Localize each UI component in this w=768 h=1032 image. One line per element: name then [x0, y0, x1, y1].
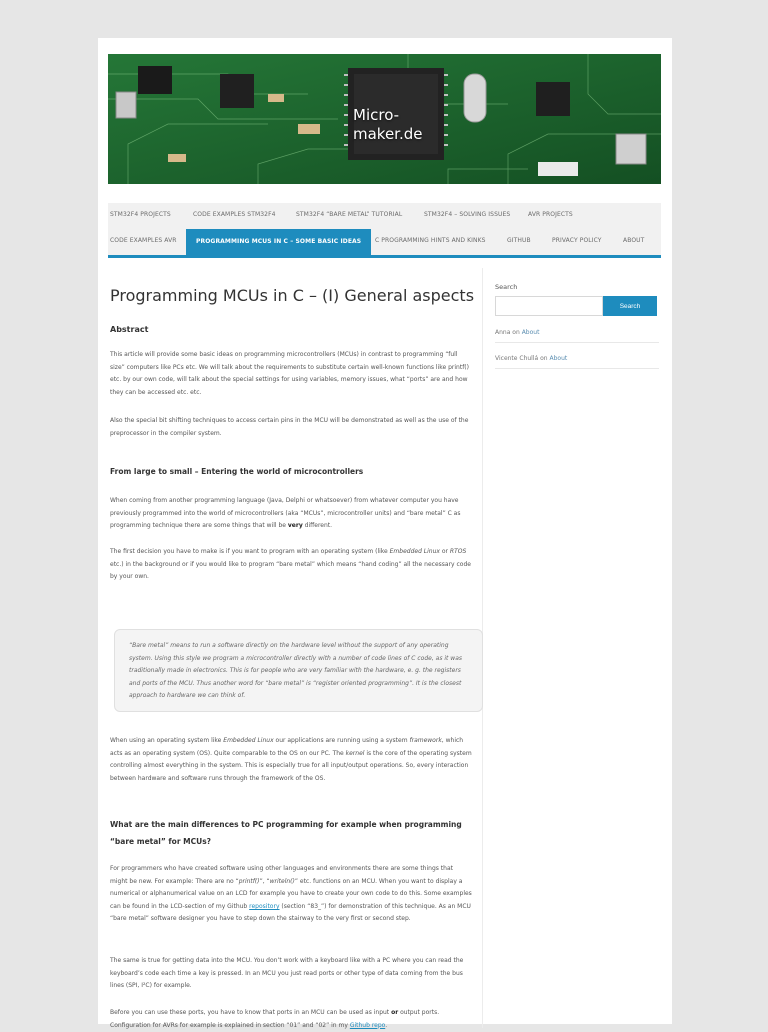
recent-comment-item — [495, 329, 659, 343]
search-input[interactable] — [495, 296, 603, 316]
text: ” etc. functions on an MCU. When you want to display a numerical or alphanumerical value on an LCD for example you have to create your own code to do this. Some examples can be found in the LCD-section of my Github — [110, 877, 472, 910]
italic-text: Embedded Linux — [223, 737, 274, 744]
nav-item-privacy-policy[interactable]: PRIVACY POLICY — [552, 237, 602, 244]
nav-item-programming-mcus-active[interactable]: PROGRAMMING MCUS IN C – SOME BASIC IDEAS — [186, 229, 371, 255]
text: our applications are running using a system — [273, 737, 410, 744]
nav-row-1 — [108, 203, 661, 227]
comment-author[interactable]: Anna — [495, 329, 511, 336]
repository-link[interactable]: repository — [249, 902, 280, 910]
italic-text: RTOS — [449, 548, 467, 555]
emphasis: or — [391, 1009, 399, 1016]
nav-item-avr-projects[interactable]: AVR PROJECTS — [528, 211, 573, 218]
paragraph-differences — [110, 863, 472, 926]
text: (section “83_”) for demonstration of this technique. As an MCU “bare metal” software designer you have to step down the stairway to the very first or second step. — [110, 902, 471, 923]
recent-comment-item — [495, 355, 659, 369]
search-button[interactable]: Search — [603, 296, 657, 316]
comment-on-text: on — [510, 329, 522, 336]
text: Before you can use these ports, you have to know that ports in an MCU can be used as input — [110, 1009, 392, 1016]
italic-text: kernel — [345, 749, 365, 757]
text: ”, “ — [259, 877, 270, 885]
text: When using an operating system like — [110, 737, 224, 744]
nav-item-about[interactable]: ABOUT — [623, 237, 645, 244]
nav-item-bare-metal-tutorial[interactable]: STM32F4 “BARE METAL” TUTORIAL — [296, 211, 403, 218]
paragraph-coming-from — [110, 495, 472, 533]
search-label: Search — [495, 283, 518, 291]
paragraph-intro: This article will provide some basic ideas on programming microcontrollers (MCUs) in contrast to programming “full size” computers like PCs etc. We will talk about the requirements to substitute certain well-known functions like printf() etc. by our own code, will talk about the special settings for using variables, memory issues, what “ports” are and how they can be accessed etc. etc. — [110, 351, 469, 396]
header-banner[interactable] — [108, 54, 661, 184]
text: output ports. Configuration for AVRs for example is explained in section “01” and “02” in my — [110, 1009, 440, 1029]
nav-item-code-examples-avr[interactable]: CODE EXAMPLES AVR — [110, 237, 177, 244]
text: or — [439, 548, 450, 555]
text: etc.) in the background or if you would like to program “bare metal” which means “hand coding” all the necessary code by your own. — [110, 560, 471, 581]
comment-on-text: on — [538, 355, 550, 362]
heading-main-differences: What are the main differences to PC programming for example when programming “bare metal” for MCUs? — [110, 820, 462, 846]
nav-row-2 — [108, 229, 661, 253]
abstract-heading: Abstract — [110, 325, 149, 334]
italic-text: framework — [409, 737, 442, 744]
text: is the core of the operating system controlling almost everything in the system. This is especially true for all input/output operations. So, every interaction between hardware and software runs through the framework of the OS. — [110, 749, 472, 782]
comment-post-link[interactable]: About — [521, 329, 540, 336]
site-logo-text — [353, 106, 423, 144]
paragraph-bit-shifting: Also the special bit shifting techniques to access certain pins in the MCU will be demonstrated as well as the use of the preprocessor in the compiler system. — [110, 417, 469, 437]
text: When coming from another programming language (Java, Delphi or whatsoever) from whatever computer you have previously programmed into the world of microcontrollers (aka “MCUs”, microcontroller units) and “bare metal” C as programming technique there are some things that will be — [110, 497, 461, 530]
nav-item-github[interactable]: GITHUB — [507, 237, 531, 244]
blockquote-bare-metal: “Bare metal” means to run a software directly on the hardware level without the support of any operating system. Using this style we program a microcontroller directly with a number of code lines of C code, as it was traditionally made in electronics. This is for people who are very familiar with the hardware, e. g. the registers and ports of the MCU. Thus another word for “bare metal” is “register oriented programming”. It is the closest approach to hardware we can think of. — [114, 629, 483, 712]
comment-post-link[interactable]: About — [549, 355, 568, 362]
italic-text: writeln() — [269, 877, 295, 885]
paragraph-data-input: The same is true for getting data into the MCU. You don’t work with a keyboard like with a PC where you can read the keyboard’s code each time a key is pressed. In an MCU you just read ports or other type of data coming from the bus lines (SPI, I²C) for example. — [110, 957, 464, 990]
logo-line-2: maker.de — [353, 125, 423, 143]
text: For programmers who have created software using other languages and environments there are some things that might be new. For example: There are no “ — [110, 865, 453, 885]
logo-line-1: Micro- — [353, 106, 400, 124]
nav-item-code-examples-stm32f4[interactable]: CODE EXAMPLES STM32F4 — [193, 211, 276, 218]
heading-large-to-small: From large to small – Entering the world of microcontrollers — [110, 467, 364, 476]
italic-text: Embedded Linux — [389, 548, 440, 555]
emphasis: very — [287, 522, 303, 530]
post-title: Programming MCUs in C – (I) General aspects — [110, 286, 475, 305]
main-navigation — [108, 203, 661, 258]
github-repo-link[interactable]: Github repo — [349, 1021, 386, 1029]
nav-item-c-programming-hints[interactable]: C PROGRAMMING HINTS AND KINKS — [375, 237, 486, 244]
text: different. — [302, 522, 333, 530]
italic-text: printf() — [238, 877, 260, 885]
page-container — [98, 38, 672, 1029]
text: , which acts as an operating system (OS). Quite comparable to the OS on our PC. The — [110, 737, 464, 757]
text: . — [385, 1021, 388, 1029]
comment-author[interactable]: Vicente Chullá — [495, 355, 539, 362]
paragraph-first-decision — [110, 546, 472, 584]
nav-item-stm32f4-projects[interactable]: STM32F4 PROJECTS — [110, 211, 171, 218]
text: The first decision you have to make is if you want to program with an operating system (like — [110, 548, 390, 555]
paragraph-ports — [110, 1007, 472, 1032]
paragraph-operating-system — [110, 735, 472, 785]
nav-item-solving-issues[interactable]: STM32F4 – SOLVING ISSUES — [424, 211, 511, 218]
